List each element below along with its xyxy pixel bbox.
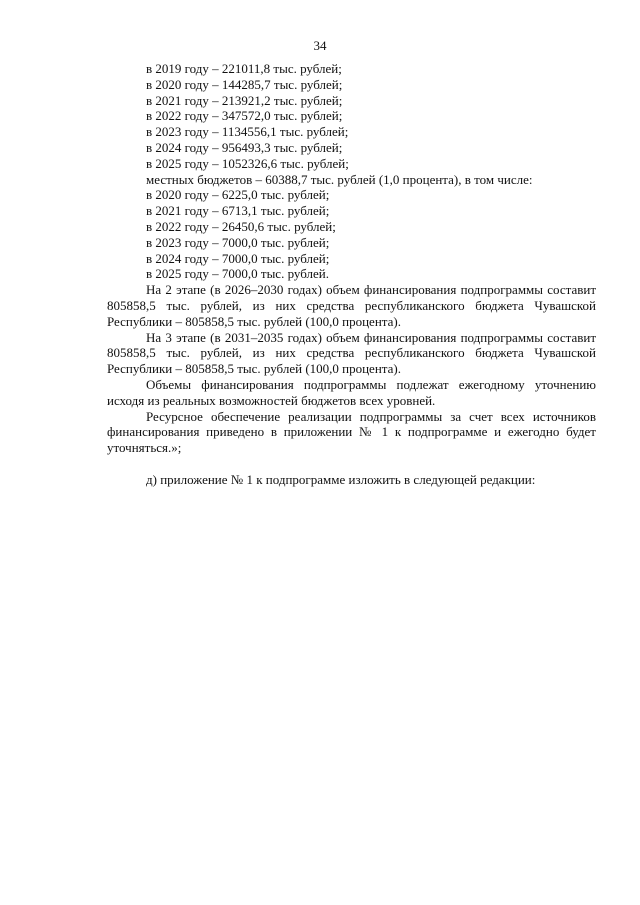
final-instruction: д) приложение № 1 к подпрограмме изложить в следующей редакции: [146,471,536,487]
republic-budget-list [107,61,596,172]
budget-line-2021: в 2021 году – 213921,2 тыс. рублей; [146,92,343,108]
local-budget-line-2023: в 2023 году – 7000,0 тыс. рублей; [146,234,330,250]
budget-line-2025: в 2025 году – 1052326,6 тыс. рублей; [146,155,349,171]
page-number: 34 [313,38,327,53]
local-budget-line-2024: в 2024 году – 7000,0 тыс. рублей; [146,250,330,266]
budget-line-2019: в 2019 году – 221011,8 тыс. рублей; [146,61,342,76]
stage-3-paragraph: На 3 этапе (в 2031–2035 годах) объем финансирования подпрограммы составит 805858,5 тыс. рублей, из них средства республиканского бюджета Чувашской Республики – 805858,5 тыс. рублей (100,0 процента). [107,329,596,377]
local-budget-intro: местных бюджетов – 60388,7 тыс. рублей (1,0 процента), в том числе: [146,171,533,187]
document-body [107,61,596,488]
funding-adjustment-paragraph: Объемы финансирования подпрограммы подлежат ежегодному уточнению исходя из реальных возможностей бюджетов всех уровней. [107,376,596,408]
budget-line-2022: в 2022 году – 347572,0 тыс. рублей; [146,108,343,124]
resource-provision-paragraph: Ресурсное обеспечение реализации подпрограммы за счет всех источников финансирования приведено в приложении № 1 к подпрограмме и ежегодно будет уточняться.»; [107,408,596,456]
local-budget-line-2021: в 2021 году – 6713,1 тыс. рублей; [146,203,330,219]
budget-line-2024: в 2024 году – 956493,3 тыс. рублей; [146,139,343,155]
local-budget-line-2020: в 2020 году – 6225,0 тыс. рублей; [146,187,330,203]
paragraph-spacer [107,456,596,472]
local-budget-line-2022: в 2022 году – 26450,6 тыс. рублей; [146,218,336,234]
budget-line-2020: в 2020 году – 144285,7 тыс. рублей; [146,76,343,92]
stage-2-paragraph: На 2 этапе (в 2026–2030 годах) объем финансирования подпрограммы составит 805858,5 тыс. рублей, из них средства республиканского бюджета Чувашской Республики – 805858,5 тыс. рублей (100,0 процента). [107,282,596,329]
local-budget-line-2025: в 2025 году – 7000,0 тыс. рублей. [146,266,329,282]
local-budget-list [107,187,596,282]
budget-line-2023: в 2023 году – 1134556,1 тыс. рублей; [146,124,349,140]
